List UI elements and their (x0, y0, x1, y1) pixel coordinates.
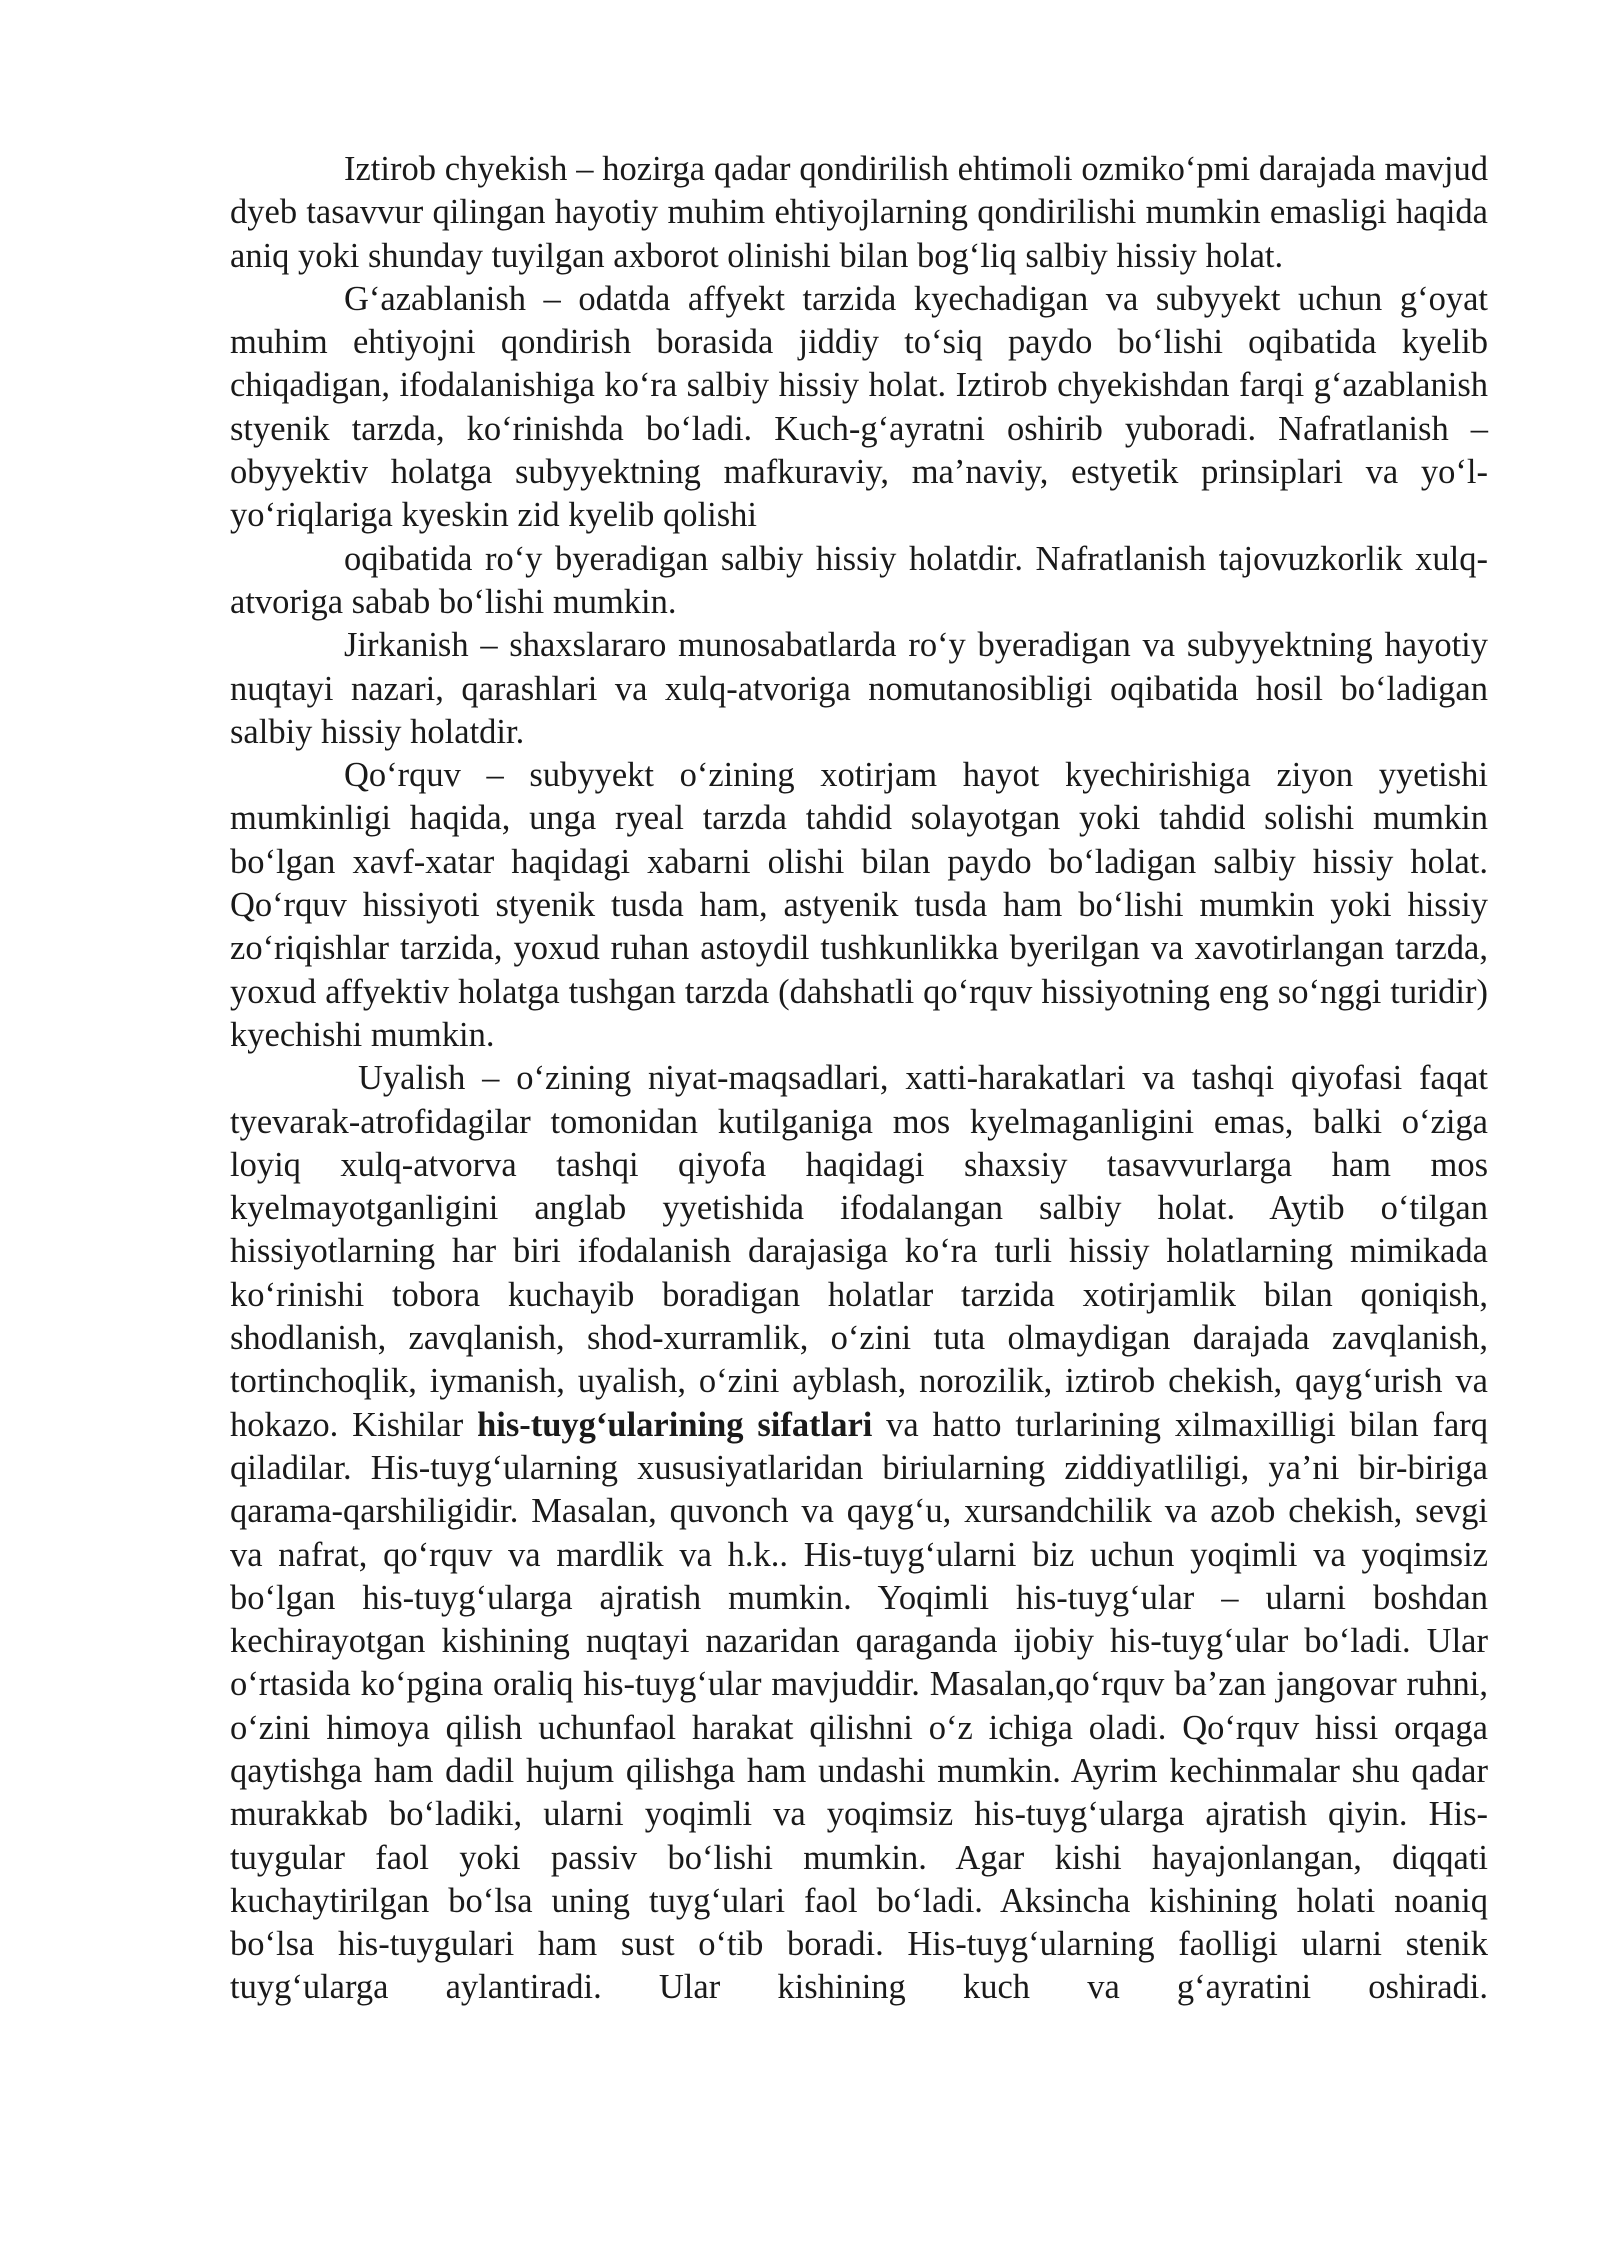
paragraph-iztirob: Iztirob chyekish – hozirga qadar qondirilish ehtimoli ozmiko‘pmi darajada mavjud dyeb tasavvur qilingan hayotiy muhim ehtiyojlarning qondirilishi mumkin emasligi haqida aniq yoki shunday tuyilgan axborot olinishi bilan bog‘liq salbiy hissiy holat. (230, 150, 1488, 275)
paragraph-qorquv: Qo‘rquv – subyyekt o‘zining xotirjam hayot kyechirishiga ziyon yyetishi mumkinligi haqida, unga ryeal tarzda tahdid solayotgan yoki tahdid solishi mumkin bo‘lgan xavf-xatar haqidagi xabarni olishi bilan paydo bo‘ladigan salbiy hissiy holat. Qo‘rquv hissiyoti styenik tusda ham, astyenik tusda ham bo‘lishi mumkin yoki hissiy zo‘riqishlar tarzida, yoxud ruhan astoydil tushkunlikka byerilgan va xavotirlangan tarzda, yoxud affyektiv holatga tushgan tarzda (dahshatli qo‘rquv hissiyotning eng so‘nggi turidir) kyechishi mumkin. (230, 756, 1488, 1054)
paragraph-uyalish-text-after: va hatto turlarining xilmaxilligi bilan farq qiladilar. His-tuyg‘ularning xususiyatlaridan biriularning ziddiyatliligi, ya’ni bir-biriga qarama-qarshiligidir. Masalan, quvonch va qayg‘u, xursandchilik va azob chekish, sevgi va nafrat, qo‘rquv va mardlik va h.k.. His-tuyg‘ularni biz uchun yoqimli va yoqimsiz bo‘lgan his-tuyg‘ularga ajratish mumkin. Yoqimli his-tuyg‘ular – ularni boshdan kechirayotgan kishining nuqtayi nazaridan qaraganda ijobiy his-tuyg‘ular bo‘ladi. Ular o‘rtasida ko‘pgina oraliq his-tuyg‘ular mavjuddir. Masalan,qo‘rquv ba’zan jangovar ruhni, o‘zini himoya qilish uchunfaol harakat qilishni o‘z ichiga oladi. Qo‘rquv hissi orqaga qaytishga ham dadil hujum qilishga ham undashi mumkin. Ayrim kechinmalar shu qadar murakkab bo‘ladiki, ularni yoqimli va yoqimsiz his-tuyg‘ularga ajratish qiyin. His-tuygular faol yoki passiv bo‘lishi mumkin. Agar kishi hayajonlangan, diqqati kuchaytirilgan bo‘lsa uning tuyg‘ulari faol bo‘ladi. Aksincha kishining holati noaniq bo‘lsa his-tuygulari ham sust o‘tib boradi. His-tuyg‘ularning faolligi ularni stenik tuyg‘ularga aylantiradi. Ular kishining kuch va g‘ayratini oshiradi. (230, 1405, 1488, 2007)
paragraph-jirkanish: Jirkanish – shaxslararo munosabatlarda ro‘y byeradigan va subyyektning hayotiy nuqtayi nazari, qarashlari va xulq-atvoriga nomutanosibligi oqibatida hosil bo‘ladigan salbiy hissiy holatdir. (230, 626, 1488, 751)
paragraph-gazablanish: G‘azablanish – odatda affyekt tarzida kyechadigan va subyyekt uchun g‘oyat muhim ehtiyojni qondirish borasida jiddiy to‘siq paydo bo‘lishi oqibatida kyelib chiqadigan, ifodalanishiga ko‘ra salbiy hissiy holat. Iztirob chyekishdan farqi g‘azablanish styenik tarzda, ko‘rinishda bo‘ladi. Kuch-g‘ayratni oshirib yuboradi. Nafratlanish – obyyektiv holatga subyyektning mafkuraviy, ma’naviy, estyetik prinsiplari va yo‘l-yo‘riqlariga kyeskin zid kyelib qolishi (230, 279, 1488, 535)
paragraph-nafratlanish-continued: oqibatida ro‘y byeradigan salbiy hissiy holatdir. Nafratlanish tajovuzkorlik xulq-atvoriga sabab bo‘lishi mumkin. (230, 539, 1488, 621)
paragraph-uyalish (230, 1057, 1488, 2010)
bold-term-his-tuygu-sifatlari: his-tuyg‘ularining sifatlari (477, 1405, 873, 1444)
paragraph-uyalish-text-before: Uyalish – o‘zining niyat-maqsadlari, xatti-harakatlari va tashqi qiyofasi faqat tyevarak-atrofidagilar tomonidan kutilganiga mos kyelmaganligini emas, balki o‘ziga loyiq xulq-atvorva tashqi qiyofa haqidagi shaxsiy tasavvurlarga ham mos kyelmayotganligini anglab yyetishida ifodalangan salbiy holat. Aytib o‘tilgan hissiyotlarning har biri ifodalanish darajasiga ko‘ra turli hissiy holatlarning mimikada ko‘rinishi tobora kuchayib boradigan holatlar tarzida xotirjamlik bilan qoniqish, shodlanish, zavqlanish, shod-xurramlik, o‘zini tuta olmaydigan darajada zavqlanish, tortinchoqlik, iymanish, uyalish, o‘zini ayblash, norozilik, iztirob chekish, qayg‘urish va hokazo. Kishilar (230, 1059, 1488, 1444)
document-page (230, 148, 1488, 2010)
